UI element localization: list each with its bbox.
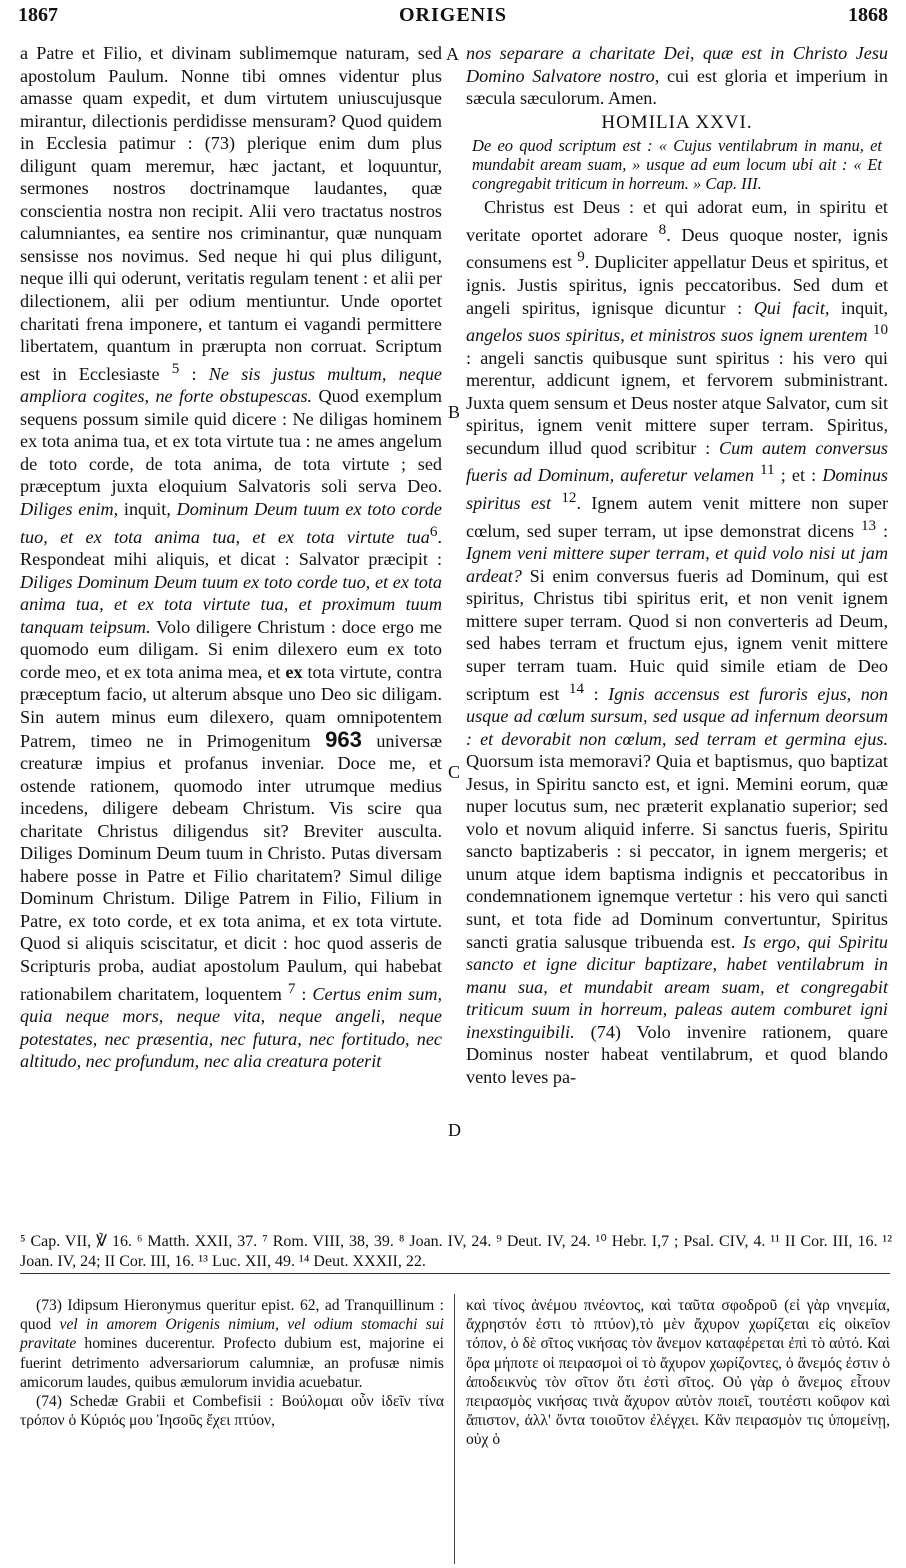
right-text-column — [466, 42, 888, 1088]
text-run: Quorsum ista memoravi? Quia et baptismus, quo baptizat Jesus, in Spiritu sancto est, et igni. Memini eorum, quæ nuper locutus sum, nec præterit explanatio superior; sed volo et novum aliquid inferre. Si sanctus fueris, Spiritu sancto baptizaberis : si peccator, in ignem mergeris; et unum atque idem baptisma indignis et peccatoribus in condemnationem ignemque vertetur : his vero qui sancti sunt, et tota fide ad Dominum convertuntur, Spiritus sancti gratia salusque tribuenda est. — [466, 751, 888, 952]
text-run: . Ignem autem venit mittere non super cœlum, sed super terram, ut ipse demonstrat dicens — [466, 493, 889, 541]
text-run: Si enim conversus fueris ad Dominum, qui est spiritus, Christus tibi spiritus erit, et non venit ignem mittere super terram. Quod si non converteris ad Deum, sed habes terram et fructum ejus, ignem venit mittere super terram tuam. Huic quid simile etiam de Deo scriptum est — [466, 565, 888, 704]
scripture-quote: Cum autem conversus fueris ad Dominum, auferetur velamen — [466, 437, 888, 486]
footnote-marker: 14 — [568, 679, 585, 697]
text-run: : angeli sanctis quibusque sunt spiritus : his vero qui merentur, addicunt ignem, et fervorem subministrant. Juxta quem sensum et Deus noster atque Salvator, cum sit spiritus, ignem venit mittere super terram. Spiritus, secundum illud quod scribitur : — [466, 347, 888, 458]
footnote-marker: 9 — [577, 248, 585, 266]
homily-title: HOMILIA XXVI. — [601, 111, 753, 133]
text-run: . Dupliciter appellatur Deus et spiritus, et ignis. Justis spiritus, ignis peccatoribus. Sed dum et angeli spiritus, ignisque dicuntur : — [466, 252, 889, 318]
note-text: (73) Idipsum Hieronymus queritur epist. 62, ad Tranquillinum : quod — [20, 1297, 444, 1334]
text-run: cui est gloria et imperium in sæcula sæculorum. Amen. — [466, 65, 889, 109]
scripture-quote: Ignis accensus est furoris ejus, non usque ad cœlum sursum, sed usque ad infernum deorsum : et devorabit non cœlum, sed terram et germina ejus. — [466, 683, 888, 749]
note-73 — [20, 1296, 444, 1392]
editorial-notes-right — [466, 1296, 890, 1450]
right-page-number: 1868 — [848, 4, 888, 26]
text-run: Volo diligere Christum : doce ergo me quomodo eum diligam. Si enim dilexero eum ex toto corde meo, et ex tota anima mea, et — [20, 616, 442, 682]
scripture-references: ⁵ Cap. VII, ℣ 16. ⁶ Matth. XXII, 37. ⁷ Rom. VIII, 38, 39. ⁸ Joan. IV, 24. ⁹ Deut. IV, 24. ¹⁰ Hebr. I,7 ; Psal. CIV, 4. ¹¹ II Cor. III, 16. ¹² Joan. IV, 24; II Cor. III, 16. ¹³ Luc. XII, 49. ¹⁴ Deut. XXXII, 22. — [20, 1233, 892, 1270]
footnote-marker: 8 — [658, 220, 667, 238]
footnote-marker: 6 — [429, 522, 438, 540]
footnote-marker: 12 — [561, 489, 577, 506]
footnote-divider — [20, 1273, 890, 1274]
text-run: : — [584, 683, 609, 704]
running-header — [18, 4, 888, 34]
scripture-quote: angelos suos spiritus, et ministros suos ignem urentem — [466, 325, 868, 346]
homily-subtitle: De eo quod scriptum est : « Cujus ventilabrum in manu, et mundabit aream suam, » usque ad eum locum ubi ait : « Et congregabit triticum in horreum. » Cap. III. — [472, 136, 882, 194]
text-run: inquit, — [841, 297, 889, 318]
text-run: . Respondeat mihi aliquis, et dicat : Salvator præcipit : — [20, 526, 442, 570]
right-paragraph-opening — [466, 42, 888, 110]
note-74-greek-continuation: καὶ τίνος ἀνέμου πνέοντος, καὶ ταῦτα σφοδροῦ (εἰ γὰρ νηνεμία, ἄχρηστόν ἐστι τὸ πτύον),τὸ μὲν ἄχυρον χωρίζεται εἰς οἰκεῖον τόπον, ὁ δὲ σῖτος νικήσας τὸν ἄνεμον καταφέρεται ἐπὶ τὸ αὐτό. Καὶ ὅρα μήποτε οἱ πειρασμοὶ οἱ τὸ ἄχυρον χωρίζοντες, ὁ ἄνεμός ἐστιν ὁ ἀποδεικνὺς τὸν σῖτον ὅτι ἐστὶ σῖτος. Οὐ γὰρ ὁ ἄνεμος εἶτουν πειρασμὸς νικήσας τινὰ ἄχυρον αὐτὸν ποιεῖ, τουτέστι κοῦφον καὶ ἄπιστον, ἀλλ' ὄντα τοιοῦτον ἐλέγχει. Κἂν πειρασμὸν τις ὑπομείνῃ, οὐχ ὁ — [466, 1297, 890, 1449]
margin-letter-b: B — [448, 402, 461, 422]
scripture-quote: Diliges Dominum Deum tuum ex toto corde tuo, et ex tota anima tua, et ex tota virtute tua, et proximum tuum tanquam teipsum. — [20, 571, 442, 637]
text-run: . Deus quoque noster, ignis consumens est — [466, 224, 889, 273]
scripture-quote: Certus enim sum, quia neque mors, neque vita, neque angeli, neque potestates, nec præsentia, nec futura, nec fortitudo, nec altitudo, nec profundum, nec alia creatura poterit — [20, 983, 443, 1072]
editorial-notes-left — [20, 1296, 444, 1430]
text-run: Christus est Deus : et qui adorat eum, in spiritu et veritate oportet adorare — [466, 197, 888, 245]
scripture-quote: Ne sis justus multum, neque ampliora cogites, ne forte obstupescas. — [20, 363, 442, 407]
scripture-quote: Diliges enim, — [20, 499, 119, 519]
scripture-quote: Qui facit, — [753, 297, 830, 318]
notes-column-divider — [454, 1294, 455, 1564]
margin-letter-c: C — [448, 762, 461, 782]
left-page-number: 1867 — [18, 4, 58, 26]
note-quote: vel in amorem Origenis nimium, vel odium stomachi sui pravitate — [20, 1316, 444, 1353]
scripture-quote: Is ergo, qui Spiritu sancto et igne dicitur baptizare, habet ventilabrum in manu sua, et mundabit aream suam, et congregabit triticum suum in horreum, paleas autem comburet igni inexstinguibili. — [466, 931, 888, 1042]
text-run: : — [876, 520, 888, 541]
footnote-marker: 11 — [760, 461, 775, 479]
margin-letter-a: A — [446, 44, 459, 64]
note-74: (74) Schedæ Grabii et Combefisii : Βούλομαι οὖν ἰδεῖν τίνα τρόπον ὁ Κύριός μου Ἰησοῦς ἔχει πτύον, — [20, 1393, 444, 1430]
text-run: Quod exemplum sequens possum simile quid dicere : Ne diligas hominem ex tota anima tua, et ex tota virtute tua : ne ames angelum de toto corde, de tota anima, de tota virtute ; sed præceptum juxta eloquium Salvatoris soli serva Deo. — [20, 386, 442, 497]
left-paragraph: a Patre et Filio, et divinam sublimemque naturam, sed apostolum Paulum. Nonne tibi omnes videntur plus amasse quam expedit, et dum virtutem uniuscujusque mirantur, dilectionis perdidisse mensuram? Quod quidem in Ecclesia patimur : (73) plerique enim dum plus diligunt quam meremur, hæc jactant, et loquuntur, sermones nostros doctrinamque laudantes, quæ conscientia nostra non recipit. Alii vero tractatus nostros calumniantes, ea sentire nos criminantur, quæ nunquam sensisse nos novimus. Sed neque hi qui plus diligunt, neque illi qui oderunt, veritatis regulam tenent : et alii per dilectionem, alii per odium mentiuntur. Unde oportet charitati frena imponere, et tantum ei vagandi permittere libertatem, quantum in prærupta non corruat. Scriptum est in Ecclesiaste $^5$ : Ne sis justus multum, neque ampliora cogites, ne forte obstupescas. Quod exemplum sequens possum simile quid dicere : Ne diligas hominem ex tota anima tua, et ex tota virtute tua : ne ames angelum de toto corde, de tota anima, de tota virtute ; sed præceptum juxta eloquium Salvatoris soli serva Deo. Diliges enim, inquit, Dominum Deum tuum ex toto corde tuo, et ex tota anima tua, et ex tota virtute tua$^6$. Respondeat mihi aliquis, et dicat : Salvator præcipit : Diliges Dominum Deum tuum ex toto corde tuo, et ex tota anima tua, et ex tota virtute tua, et proximum tuum tanquam teipsum. Volo diligere Christum : doce ergo me quomodo eum diligam. Si enim dilexero eum ex toto corde meo, et ex tota anima mea, et ex tota virtute, contra præceptum facio, ut alterum absque uno Deo sic diligam. Sin autem minus eum dilexero, quam omnipotentem Patrem, timeo ne in Primogenitum 963 universæ creaturæ impius et profanus inveniar. Doce me, et ostende rationem, quomodo inter utrumque medius incedens, diligere debeam Christum. Vis scire qua charitate Christus diligendus sit? Breviter ausculta. Diliges Dominum Deum tuum in Christo. Putas diversam habere posse in Patre et Filio charitatem? Simul dilige Dominum Christum. Dilige Patrem in Filio, Filium in Patre, ex toto corde, et ex tota anima, et ex tota virtute. Quod si aliquis sciscitatur, et dicit : hoc quod asseris de Scripturis proba, audiat apostolum Paulum, qui habebat rationabilem charitatem, loquentem $^7$ : Certus enim sum, quia neque mors, neque vita, neque angeli, neque potestates, nec præsentia, nec futura, nec fortitudo, nec altitudo, nec profundum, nec alia creatura poterit — [20, 43, 443, 1072]
margin-letter-d: D — [448, 1120, 461, 1140]
text-run: inquit, — [123, 499, 171, 519]
footnote-marker: 5 — [171, 359, 180, 377]
scripture-quote: nos separare a charitate Dei, quæ est in Christo Jesu Domino Salvatore nostro, — [466, 43, 888, 86]
left-text-column — [20, 42, 442, 1073]
footnote-marker: 10 — [872, 321, 889, 339]
scripture-quote: Ignem veni mittere super terram, et quid volo nisi ut jam ardeat? — [466, 543, 888, 586]
footnote-marker: 13 — [860, 516, 877, 534]
text-run: (74) Volo invenire rationem, quare Dominus noster habeat ventilabrum, et quod blando vento leves pa- — [466, 1021, 889, 1087]
text-run: a Patre et Filio, et divinam sublimemque naturam, sed apostolum Paulum. Nonne tibi omnes videntur plus amasse quam expedit, et dum virtutem uniuscujusque mirantur, dilectionis perdidisse mensuram? Quod quidem in Ecclesia patimur : (73) plerique enim dum plus diligunt quam meremur, hæc jactant, et loquuntur, sermones nostros doctrinamque laudantes, quæ conscientia nostra non recipit. Alii vero tractatus nostros calumniantes, ea sentire nos criminantur, quæ nunquam sensisse nos novimus. Sed neque hi qui plus diligunt, neque illi qui oderunt, veritatis regulam tenent : et alii per dilectionem, alii per odium mentiuntur. Unde oportet charitati frena imponere, et tantum ei vagandi permittere libertatem, quantum in prærupta non corruat. Scriptum est in Ecclesiaste — [20, 43, 442, 384]
text-run: ; et : — [774, 465, 817, 486]
footnote-marker: 7 — [287, 979, 296, 997]
text-run: tota virtute, contra præceptum facio, ut alterum absque uno Deo sic diligam. Sin autem minus eum dilexero, quam omnipotentem Patrem, timeo ne in Primogenitum — [20, 661, 443, 751]
text-run: : — [295, 983, 313, 1004]
scripture-quote: Dominus spiritus est — [466, 465, 888, 514]
note-text: homines ducerentur. Profecto dubium est, majorine ei fuerint detrimento adversariorum calumniæ, an profusæ nimis amicorum laudes, quibus æmulorum invidia acuebatur. — [20, 1335, 444, 1391]
running-title: ORIGENIS — [398, 4, 508, 26]
scripture-quote: Dominum Deum tuum ex toto corde tuo, et ex tota anima tua, et ex tota virtute tua — [20, 499, 442, 547]
bold-word: ex — [285, 661, 303, 682]
right-paragraph-body — [466, 196, 888, 1088]
text-run: universæ creaturæ impius et profanus inveniar. Doce me, et ostende rationem, quomodo inter utrumque medius incedens, diligere debeam Christum. Vis scire qua charitate Christus diligendus sit? Breviter ausculta. Diliges Dominum Deum tuum in Christo. Putas diversam habere posse in Patre et Filio charitatem? Simul dilige Dominum Christum. Dilige Patrem in Filio, Filium in Patre, ex toto corde, et ex tota anima, et ex tota virtute. Quod si aliquis sciscitatur, et dicit : hoc quod asseris de Scripturis proba, audiat apostolum Paulum, qui habebat rationabilem charitatem, loquentem — [20, 730, 442, 1004]
column-number-963: 963 — [325, 726, 362, 752]
